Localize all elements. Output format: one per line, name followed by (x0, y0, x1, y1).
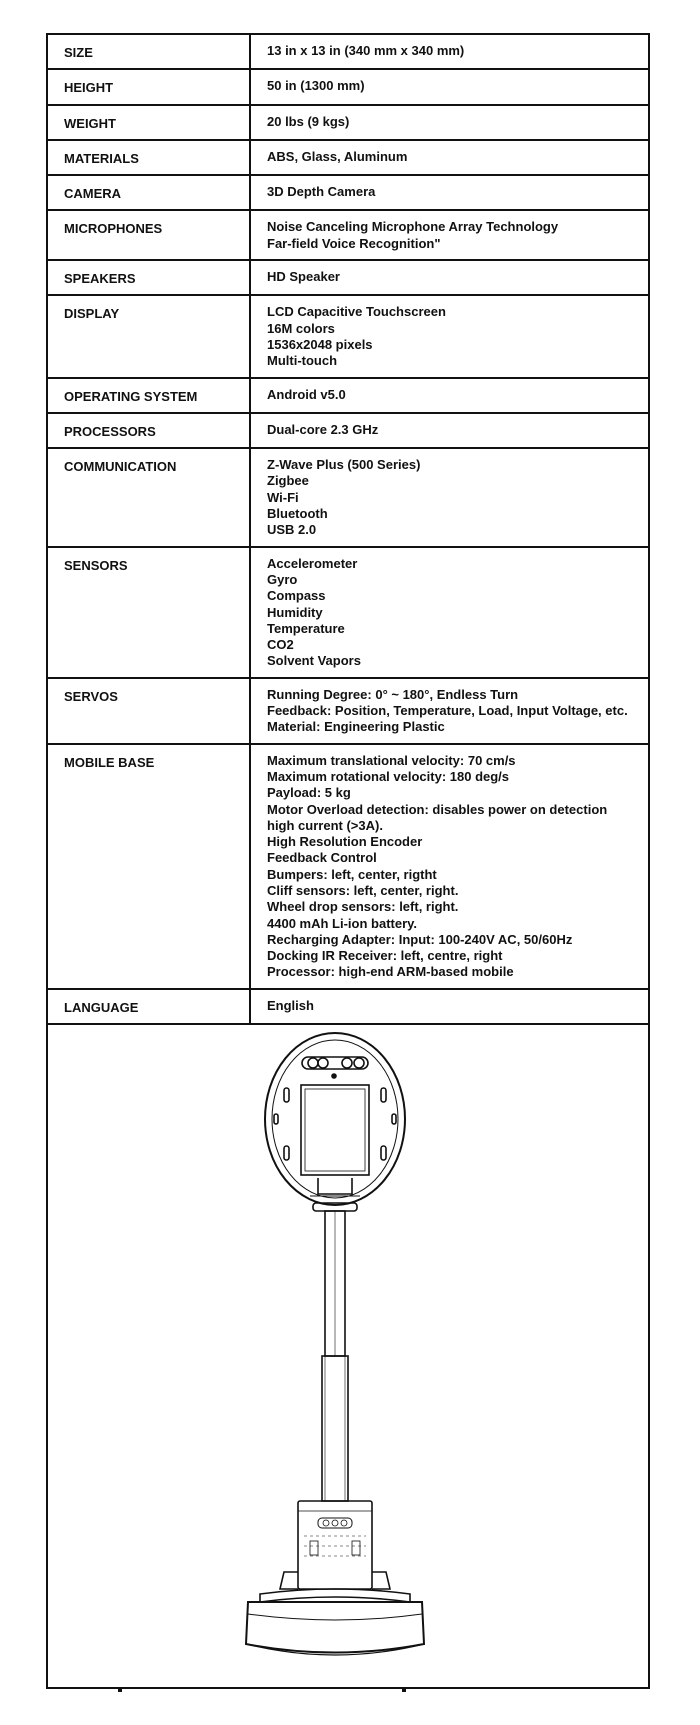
spec-value (250, 413, 648, 448)
spec-row-processors (48, 413, 648, 448)
spec-row-speakers (48, 260, 648, 295)
spec-value-line: Humidity (267, 604, 323, 620)
spec-value-line: Z-Wave Plus (500 Series) (267, 457, 421, 473)
spec-row-camera (48, 175, 648, 210)
spec-value-line: Material: Engineering Plastic (267, 719, 445, 735)
spec-value-line: Payload: 5 kg (267, 785, 351, 801)
spec-label: HEIGHT (48, 69, 250, 104)
spec-value-line: 50 in (1300 mm) (267, 78, 365, 94)
spec-value (250, 175, 648, 210)
spec-value-line: HD Speaker (267, 269, 340, 285)
spec-value-line: ABS, Glass, Aluminum (267, 148, 408, 164)
spec-value (250, 140, 648, 175)
spec-value-line: LCD Capacitive Touchscreen (267, 304, 446, 320)
spec-value-line: Zigbee (267, 473, 309, 489)
spec-value-line: Bluetooth (267, 506, 328, 522)
spec-row-materials (48, 140, 648, 175)
spec-row-size (48, 35, 648, 69)
spec-value-line: 20 lbs (9 kgs) (267, 113, 350, 129)
spec-value-line: English (267, 997, 314, 1013)
spec-label: MICROPHONES (48, 210, 250, 260)
spec-value-line: Android v5.0 (267, 386, 346, 402)
spec-row-mobile-base (48, 744, 648, 989)
spec-value-line: Solvent Vapors (267, 653, 361, 669)
spec-value-line: Far-field Voice Recognition" (267, 235, 441, 251)
robot-line-drawing (48, 996, 648, 1688)
spec-sheet (46, 33, 650, 1689)
spec-value (250, 69, 648, 104)
spec-value (250, 35, 648, 69)
spec-value-line: Accelerometer (267, 555, 358, 571)
spec-label: PROCESSORS (48, 413, 250, 448)
spec-value-line: Maximum rotational velocity: 180 deg/s (267, 768, 510, 784)
spec-value (250, 105, 648, 140)
spec-value (250, 378, 648, 413)
spec-value-line: Feedback Control (267, 850, 377, 866)
spec-row-communication (48, 448, 648, 546)
spec-table (48, 35, 648, 1025)
spec-value-line: Bumpers: left, center, rigtht (267, 866, 437, 882)
spec-value-line: Wheel drop sensors: left, right. (267, 899, 459, 915)
spec-value-line: Processor: high-end ARM-based mobile (267, 964, 514, 980)
spec-value-line: Compass (267, 588, 326, 604)
spec-value-line: 1536x2048 pixels (267, 336, 373, 352)
spec-value (250, 260, 648, 295)
spec-label: WEIGHT (48, 105, 250, 140)
spec-value-line: 3D Depth Camera (267, 184, 376, 200)
spec-row-display (48, 295, 648, 377)
spec-value-line: Feedback: Position, Temperature, Load, Input Voltage, etc. (267, 703, 628, 719)
spec-row-height (48, 69, 648, 104)
spec-value-line: high current (>3A). (267, 817, 383, 833)
robot-illustration (48, 996, 648, 1687)
spec-value-line: Wi-Fi (267, 489, 299, 505)
spec-value-line: Gyro (267, 571, 298, 587)
spec-value-line: Recharging Adapter: Input: 100-240V AC, 50/60Hz (267, 931, 573, 947)
spec-value-line: USB 2.0 (267, 522, 317, 538)
bottom-tick-left (118, 1689, 122, 1692)
spec-value-line: Docking IR Receiver: left, centre, right (267, 948, 503, 964)
spec-row-weight (48, 105, 648, 140)
spec-value-line: CO2 (267, 637, 294, 653)
spec-value-line: Cliff sensors: left, center, right. (267, 882, 459, 898)
spec-value (250, 295, 648, 377)
spec-label: MATERIALS (48, 140, 250, 175)
spec-value-line: Motor Overload detection: disables power on detection (267, 801, 608, 817)
spec-value-line: Dual-core 2.3 GHz (267, 421, 379, 437)
spec-label: LANGUAGE (48, 989, 250, 1024)
spec-label: SPEAKERS (48, 260, 250, 295)
spec-label: SERVOS (48, 678, 250, 744)
spec-value (250, 448, 648, 546)
spec-value-line: High Resolution Encoder (267, 834, 423, 850)
bottom-tick-right (402, 1689, 406, 1692)
spec-label: MOBILE BASE (48, 744, 250, 989)
spec-value-line: Temperature (267, 620, 345, 636)
spec-row-sensors (48, 547, 648, 678)
spec-label: SIZE (48, 35, 250, 69)
spec-value-line: 4400 mAh Li-ion battery. (267, 915, 418, 931)
spec-value (250, 678, 648, 744)
spec-label: DISPLAY (48, 295, 250, 377)
spec-label: OPERATING SYSTEM (48, 378, 250, 413)
spec-label: SENSORS (48, 547, 250, 678)
spec-label: CAMERA (48, 175, 250, 210)
spec-value (250, 210, 648, 260)
spec-value-line: Running Degree: 0° ~ 180°, Endless Turn (267, 686, 519, 702)
spec-value (250, 547, 648, 678)
spec-row-servos (48, 678, 648, 744)
spec-row-operating-system (48, 378, 648, 413)
spec-value-line: 13 in x 13 in (340 mm x 340 mm) (267, 43, 465, 58)
spec-value-line: Multi-touch (267, 353, 338, 369)
spec-value-line: Noise Canceling Microphone Array Technology (267, 219, 559, 235)
spec-row-microphones (48, 210, 648, 260)
spec-value (250, 744, 648, 989)
spec-label: COMMUNICATION (48, 448, 250, 546)
spec-value-line: 16M colors (267, 320, 335, 336)
spec-value-line: Maximum translational velocity: 70 cm/s (267, 752, 516, 768)
